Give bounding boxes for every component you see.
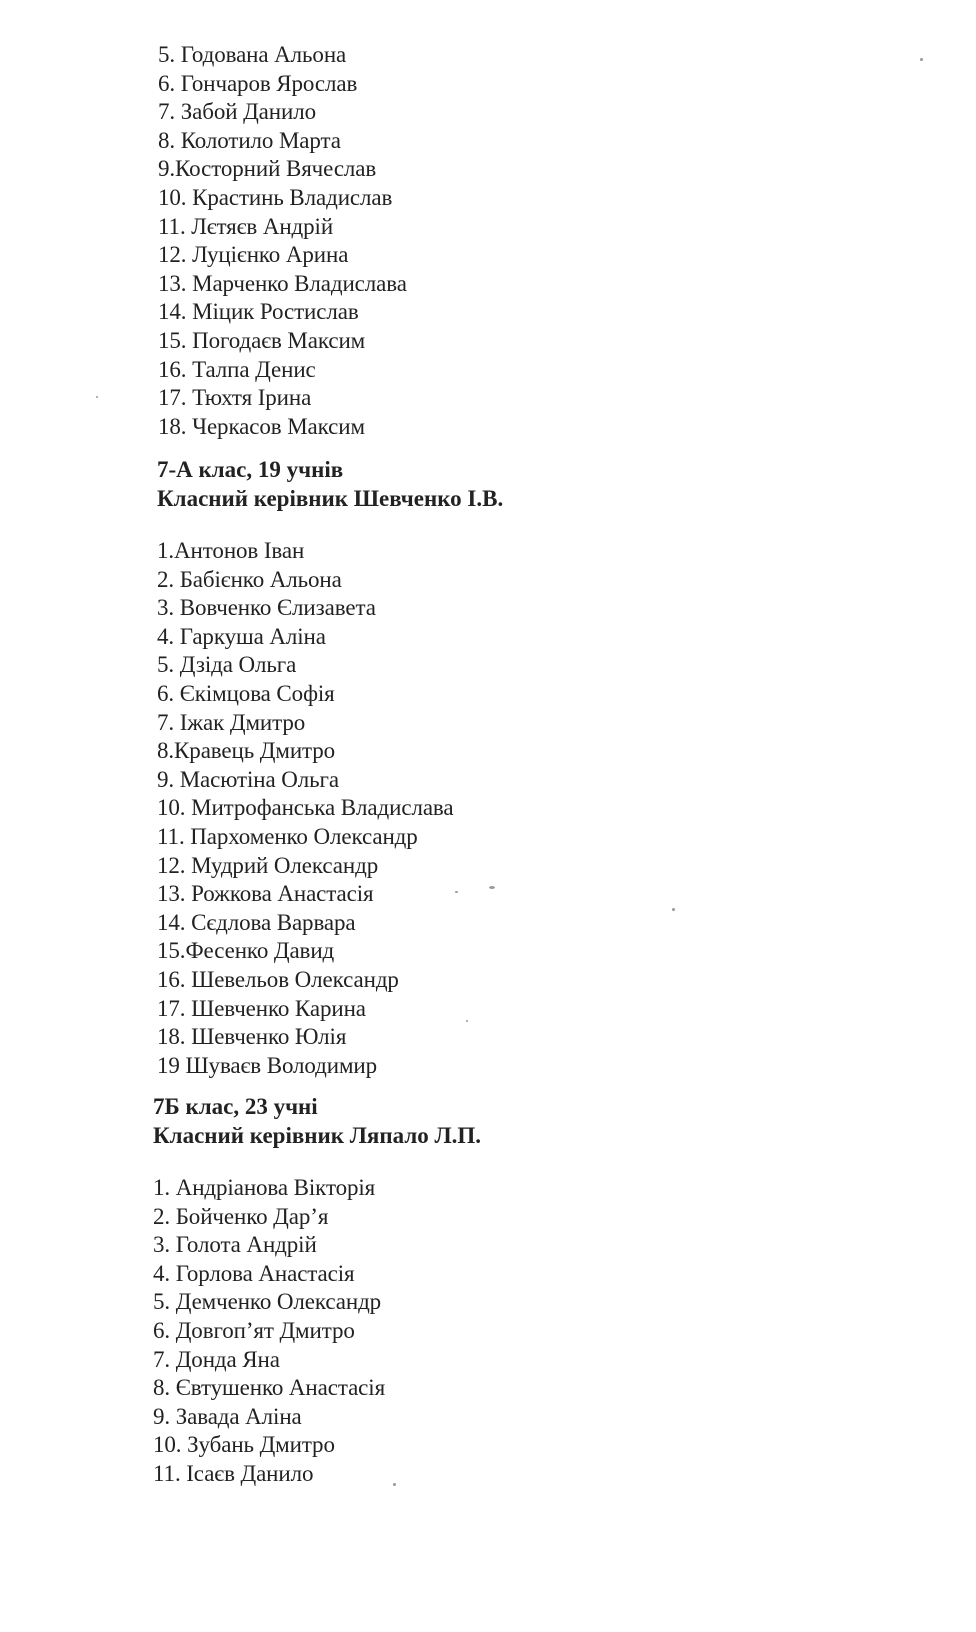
scan-speck xyxy=(672,908,675,911)
class-7a-student-item: 4. Гаркуша Аліна xyxy=(157,623,326,649)
class-7b-student-item: 3. Голота Андрій xyxy=(153,1232,317,1258)
class-7a-student-item: 7. Іжак Дмитро xyxy=(157,709,306,735)
list-a-item: 8. Колотило Марта xyxy=(158,127,341,153)
class-7b-student-item: 9. Завада Аліна xyxy=(153,1403,302,1429)
class-7a-student-item: 3. Вовченко Єлизавета xyxy=(157,595,376,621)
list-a-item: 7. Забой Данило xyxy=(158,99,316,125)
list-a-item: 16. Талпа Денис xyxy=(158,356,316,382)
list-a-item: 12. Луцієнко Арина xyxy=(158,242,349,268)
list-a-item: 11. Лєтяєв Андрій xyxy=(158,213,334,239)
class-7a-student-item: 9. Масютіна Ольга xyxy=(157,766,339,792)
class-7a-student-item: 1.Антонов Іван xyxy=(157,538,305,563)
class-7b-student-item: 6. Довгоп’ят Дмитро xyxy=(153,1317,355,1343)
class-7b-student-item: 4. Горлова Анастасія xyxy=(153,1260,355,1286)
class-7b-student-item: 5. Демченко Олександр xyxy=(153,1289,382,1315)
class-7b-student-item: 8. Євтушенко Анастасія xyxy=(153,1375,386,1401)
student-list-continued xyxy=(158,41,407,441)
list-a-item: 10. Крастинь Владислав xyxy=(158,184,393,210)
scan-speck xyxy=(455,891,458,893)
class-7a-student-item: 10. Митрофанська Владислава xyxy=(157,795,454,821)
class-7b-student-list xyxy=(153,1174,385,1489)
list-a-item: 14. Міцик Ростислав xyxy=(158,299,359,325)
class-7a-student-item: 15.Фесенко Давид xyxy=(157,938,335,964)
list-a-item: 5. Годована Альона xyxy=(158,42,347,67)
list-a-item: 13. Марченко Владислава xyxy=(158,270,407,296)
scan-speck xyxy=(489,886,495,889)
class-7b-student-item: 2. Бойченко Дар’я xyxy=(153,1203,329,1229)
scan-speck xyxy=(96,396,98,398)
class-7a-student-list xyxy=(157,537,454,1080)
list-a-item: 6. Гончаров Ярослав xyxy=(158,70,358,96)
scan-speck xyxy=(393,1483,396,1486)
class-7b-title: 7Б клас, 23 учні xyxy=(153,1094,318,1119)
class-7b-student-item: 11. Ісаєв Данило xyxy=(153,1460,314,1486)
list-a-item: 15. Погодаєв Максим xyxy=(158,327,366,353)
scan-speck xyxy=(920,58,923,61)
class-7b-student-item: 7. Донда Яна xyxy=(153,1346,280,1372)
class-7a-student-item: 18. Шевченко Юлія xyxy=(157,1024,347,1050)
list-a-item: 17. Тюхтя Ірина xyxy=(158,385,312,411)
class-7b-student-item: 10. Зубань Дмитро xyxy=(153,1432,335,1458)
class-7a-student-item: 5. Дзіда Ольга xyxy=(157,652,297,678)
class-7b-student-item: 1. Андріанова Вікторія xyxy=(153,1175,376,1200)
class-7a-student-item: 11. Пархоменко Олександр xyxy=(157,823,418,849)
list-a-item: 9.Косторний Вячеслав xyxy=(158,156,377,182)
class-7a-student-item: 19 Шуваєв Володимир xyxy=(157,1052,378,1078)
class-7a-student-item: 17. Шевченко Карина xyxy=(157,995,366,1021)
class-7a-student-item: 12. Мудрий Олександр xyxy=(157,852,379,878)
class-7a-student-item: 6. Єкімцова Софія xyxy=(157,680,335,706)
class-7a-student-item: 8.Кравець Дмитро xyxy=(157,738,336,764)
class-7a-title: 7-А клас, 19 учнів xyxy=(157,457,344,482)
class-7a-student-item: 13. Рожкова Анастасія xyxy=(157,881,374,907)
class-7a-student-item: 14. Сєдлова Варвара xyxy=(157,909,356,935)
scan-speck xyxy=(466,1020,468,1022)
class-7a-student-item: 2. Бабієнко Альона xyxy=(157,566,342,592)
class-7b-teacher: Класний керівник Ляпало Л.П. xyxy=(153,1123,482,1148)
list-a-item: 18. Черкасов Максим xyxy=(158,413,365,439)
class-7a-teacher: Класний керівник Шевченко І.В. xyxy=(157,486,504,511)
class-7a-student-item: 16. Шевельов Олександр xyxy=(157,966,399,992)
